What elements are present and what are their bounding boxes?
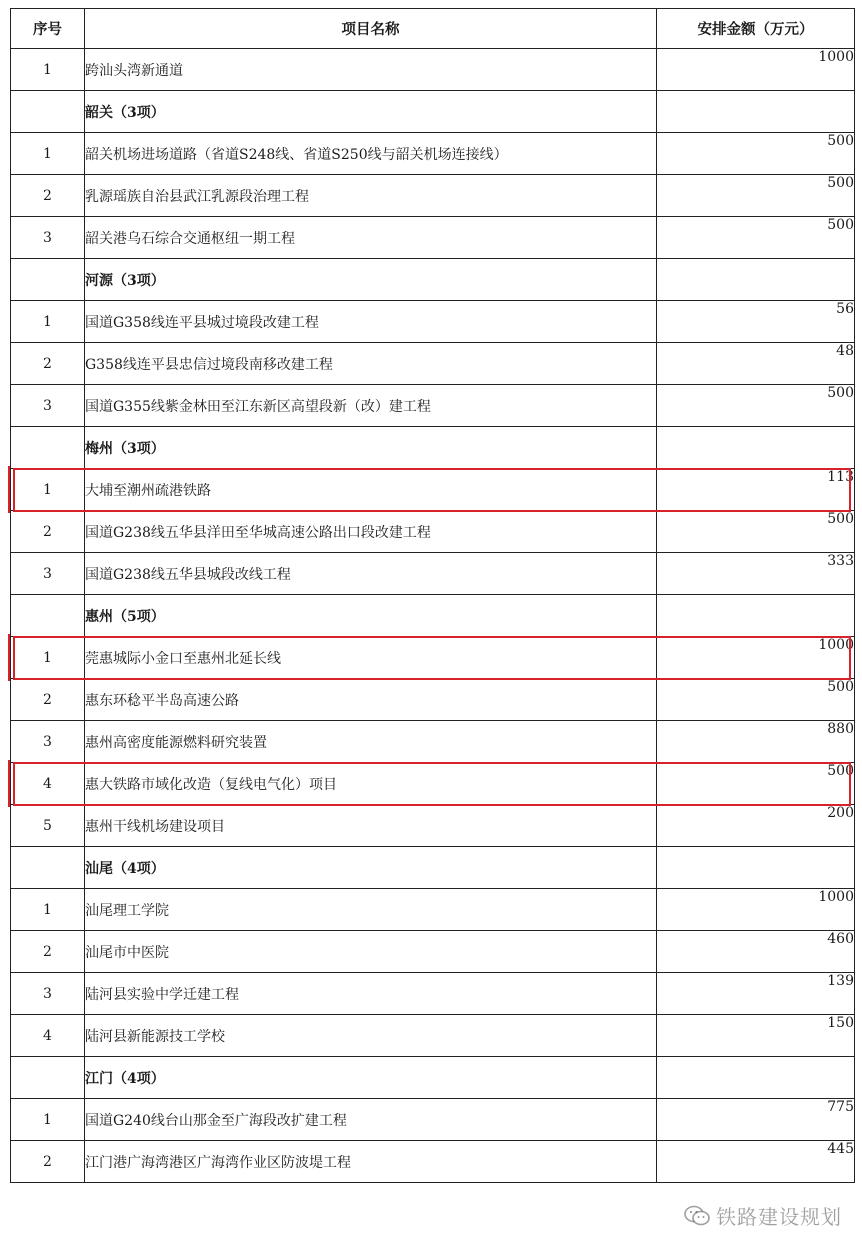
cell-name: 国道G238线五华县城段改线工程: [85, 553, 657, 595]
cell-name: 江门港广海湾港区广海湾作业区防波堤工程: [85, 1141, 657, 1183]
cell-name: G358线连平县忠信过境段南移改建工程: [85, 343, 657, 385]
cell-seq: [11, 259, 85, 301]
cell-seq: 1: [11, 133, 85, 175]
cell-amount: 1000: [657, 637, 855, 679]
table-row: [11, 931, 855, 973]
cell-seq: 3: [11, 385, 85, 427]
table-row: [11, 553, 855, 595]
group-title: 惠州（5项）: [85, 595, 657, 637]
table-row: [11, 385, 855, 427]
cell-amount: 200: [657, 805, 855, 847]
cell-seq: 3: [11, 217, 85, 259]
cell-seq: [11, 1057, 85, 1099]
cell-amount: 500: [657, 511, 855, 553]
header-amount: 安排金额（万元）: [657, 9, 855, 49]
cell-name: 汕尾理工学院: [85, 889, 657, 931]
cell-name: 陆河县实验中学迁建工程: [85, 973, 657, 1015]
group-title: 河源（3项）: [85, 259, 657, 301]
cell-amount: 880: [657, 721, 855, 763]
cell-name: 惠州干线机场建设项目: [85, 805, 657, 847]
table-row: [11, 973, 855, 1015]
table-row: [11, 343, 855, 385]
cell-seq: 2: [11, 679, 85, 721]
cell-name: 惠大铁路市域化改造（复线电气化）项目: [85, 763, 657, 805]
cell-amount: [657, 595, 855, 637]
cell-name: 莞惠城际小金口至惠州北延长线: [85, 637, 657, 679]
cell-amount: 500: [657, 217, 855, 259]
table-row: [11, 301, 855, 343]
header-name: 项目名称: [85, 9, 657, 49]
group-title: 韶关（3项）: [85, 91, 657, 133]
table-row: [11, 469, 855, 511]
cell-seq: 1: [11, 637, 85, 679]
header-seq: 序号: [11, 9, 85, 49]
cell-seq: 1: [11, 301, 85, 343]
table-row: [11, 889, 855, 931]
cell-amount: [657, 259, 855, 301]
cell-seq: 2: [11, 931, 85, 973]
table-row: [11, 1099, 855, 1141]
cell-amount: 500: [657, 763, 855, 805]
wechat-icon: [684, 1205, 710, 1227]
watermark: [684, 1201, 842, 1230]
cell-amount: 500: [657, 385, 855, 427]
group-row: [11, 847, 855, 889]
watermark-text: 铁路建设规划: [716, 1205, 842, 1229]
group-title: 汕尾（4项）: [85, 847, 657, 889]
cell-amount: 1000: [657, 49, 855, 91]
cell-seq: 3: [11, 553, 85, 595]
cell-seq: 4: [11, 1015, 85, 1057]
table-header-row: [11, 9, 855, 49]
group-row: [11, 427, 855, 469]
cell-name: 国道G240线台山那金至广海段改扩建工程: [85, 1099, 657, 1141]
table-row: [11, 637, 855, 679]
cell-amount: [657, 847, 855, 889]
group-row: [11, 91, 855, 133]
cell-name: 国道G238线五华县洋田至华城高速公路出口段改建工程: [85, 511, 657, 553]
cell-amount: 150: [657, 1015, 855, 1057]
table-row: [11, 217, 855, 259]
cell-seq: 2: [11, 343, 85, 385]
table-row: [11, 49, 855, 91]
cell-name: 韶关机场进场道路（省道S248线、省道S250线与韶关机场连接线）: [85, 133, 657, 175]
cell-seq: [11, 595, 85, 637]
cell-seq: [11, 427, 85, 469]
cell-seq: 1: [11, 1099, 85, 1141]
table-row: [11, 175, 855, 217]
table-row: [11, 721, 855, 763]
cell-amount: [657, 427, 855, 469]
cell-seq: [11, 847, 85, 889]
table-row: [11, 133, 855, 175]
cell-amount: 113: [657, 469, 855, 511]
cell-name: 大埔至潮州疏港铁路: [85, 469, 657, 511]
cell-seq: 4: [11, 763, 85, 805]
cell-name: 国道G355线紫金林田至江东新区高望段新（改）建工程: [85, 385, 657, 427]
cell-amount: 500: [657, 175, 855, 217]
cell-name: 乳源瑶族自治县武江乳源段治理工程: [85, 175, 657, 217]
cell-amount: 48: [657, 343, 855, 385]
cell-name: 陆河县新能源技工学校: [85, 1015, 657, 1057]
cell-name: 惠州高密度能源燃料研究装置: [85, 721, 657, 763]
table-row: [11, 1015, 855, 1057]
table-row: [11, 805, 855, 847]
table-row: [11, 679, 855, 721]
cell-seq: [11, 91, 85, 133]
cell-amount: [657, 1057, 855, 1099]
cell-seq: 1: [11, 889, 85, 931]
cell-amount: 460: [657, 931, 855, 973]
cell-amount: 775: [657, 1099, 855, 1141]
project-table: [10, 8, 855, 1183]
cell-seq: 5: [11, 805, 85, 847]
group-title: 江门（4项）: [85, 1057, 657, 1099]
cell-name: 国道G358线连平县城过境段改建工程: [85, 301, 657, 343]
cell-amount: 445: [657, 1141, 855, 1183]
cell-seq: 1: [11, 49, 85, 91]
cell-seq: 2: [11, 511, 85, 553]
cell-name: 惠东环稔平半岛高速公路: [85, 679, 657, 721]
table-row: [11, 763, 855, 805]
group-row: [11, 259, 855, 301]
group-row: [11, 595, 855, 637]
group-row: [11, 1057, 855, 1099]
cell-seq: 3: [11, 721, 85, 763]
table-row: [11, 1141, 855, 1183]
cell-amount: 500: [657, 133, 855, 175]
cell-name: 韶关港乌石综合交通枢纽一期工程: [85, 217, 657, 259]
cell-name: 跨汕头湾新通道: [85, 49, 657, 91]
cell-seq: 1: [11, 469, 85, 511]
cell-amount: [657, 91, 855, 133]
cell-seq: 2: [11, 175, 85, 217]
cell-amount: 1000: [657, 889, 855, 931]
cell-seq: 2: [11, 1141, 85, 1183]
table-row: [11, 511, 855, 553]
cell-name: 汕尾市中医院: [85, 931, 657, 973]
cell-seq: 3: [11, 973, 85, 1015]
cell-amount: 139: [657, 973, 855, 1015]
cell-amount: 333: [657, 553, 855, 595]
cell-amount: 56: [657, 301, 855, 343]
cell-amount: 500: [657, 679, 855, 721]
group-title: 梅州（3项）: [85, 427, 657, 469]
